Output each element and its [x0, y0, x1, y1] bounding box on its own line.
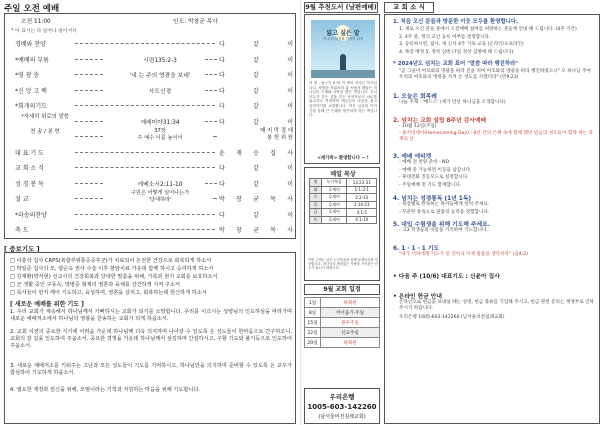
service-row [5, 209, 295, 221]
schedule-event: 어서움기·주일 [321, 308, 380, 318]
left-panel [0, 0, 298, 425]
news-h6-sub: "내가 너희에게 기도가 된 것이니 이제 말씀을 생각하라" (골4:2) [399, 252, 528, 257]
service-row-leader [75, 59, 103, 60]
reading-book: 호세아 [322, 201, 347, 209]
reading-day: 수 [310, 194, 322, 202]
news-intro-line: 2. 4주 중, 정식 교인 등록 여부를 결정합니다. [399, 34, 491, 40]
service-row-label: *영 광 송 [15, 72, 40, 79]
reading-day: 토 [310, 216, 322, 224]
schedule-day: 8일 [305, 308, 321, 318]
reading-ref: 3:1-5 [347, 209, 377, 217]
service-row-leader [75, 214, 215, 215]
reading-box [304, 167, 380, 281]
service-row-leader [213, 136, 217, 137]
account-box [304, 388, 380, 424]
service-row-leader [75, 198, 103, 199]
reading-table [309, 178, 377, 224]
service-row-leader [205, 183, 217, 184]
reading-book: 호세아 [322, 209, 347, 217]
service-row-detail: 37장 주 예수 이름 높이어 [137, 128, 183, 141]
news-intro-line: 3. 등록하시면, 집사, 새 신자 4주 기독 교육 (온라인/오프라인) [399, 42, 524, 47]
bank-name: 우리은행 [329, 393, 355, 401]
news-motto-sub: "곧 그들이 여호와의 영광을 따라 진을 치며 여호와의 영광을 따라 행진하였으니" 오 하나님 주여 우리의 여호와의 명령을 지켜 온 성도를 지켰더라" (민9:23) [399, 69, 591, 81]
service-preacher: 인도: 박창균 목사 [173, 19, 218, 25]
reading-ref: 2:14-23 [347, 201, 377, 209]
news-intro-line: 4. 목장 배정 5. 정착 심방 (7일 정착 심방에 해 드립니다) [399, 49, 514, 55]
service-row-label: 경배와 찬양 [15, 41, 46, 48]
news-tag: 교 회 소 식 [384, 2, 434, 13]
service-row-leader [75, 229, 215, 230]
news-h4-line: - 목장별로 완독하는 목자들에게 알려 주세요. [399, 202, 490, 207]
schedule-day: 1일 [305, 298, 321, 308]
service-row-detail: 구원은 어떻게 일어나는가 '당대하라' [130, 190, 190, 203]
service-row [5, 147, 295, 159]
news-h3: 3. 예배 에티켓 [393, 154, 432, 160]
reading-note: 이번 주에는 남은 누가복음과 함께 호세아서를 묵상합니다. 하나님의 변함없는 사랑을 기억하는 한 주가 되시기 바랍니다. [308, 258, 378, 271]
news-h2-sub1: - 10월 13일(주일) [399, 124, 437, 129]
service-row-label: 찬 송 / 봉 헌 [30, 129, 60, 135]
prayer-paragraph: 1. 우리 교회가 계속해서 하나님께서 기뻐하시는 교회가 되기를 소망합니다. 우리를 이끄시는 성령님의 인도하심을 따라가며 새로운 예배처소에서 하나님의 영광을 찬송하는 교회가 되게 하옵소서. [10, 309, 292, 323]
schedule-day: 29일 [305, 338, 321, 348]
prayer-paragraph: 3. 새로운 예배처소를 키워주는 고난과 모든 성도들이 기도를 기억하시고, 하나님만을 의지하며 준비할 수 있도록 온 교우가 합심하여 기도하게 하옵소서. [10, 363, 292, 377]
service-row-leader-name: 다 같 이 [219, 72, 293, 79]
schedule-row [305, 328, 380, 338]
news-h4-line: - 꾸준한 통독으로 말씀의 능력을 경험합니다. [399, 209, 490, 215]
service-row [5, 100, 295, 112]
reading-row [310, 179, 377, 187]
account-number: 1005-603-142260 [307, 403, 377, 411]
service-row-label: *파송의찬양 [15, 211, 47, 219]
book-box [304, 14, 380, 164]
schedule-title: 9월 교회 일정 [304, 284, 380, 295]
reading-book: 호세아 [322, 194, 347, 202]
service-row-detail: 예레미야31:34 [140, 119, 180, 126]
schedule-row [305, 298, 380, 308]
book-footer: <세가족> 환영합니다 ~ ! [317, 156, 369, 161]
service-row [5, 128, 295, 143]
reading-ref: 13:23-31 [347, 179, 377, 187]
reading-day: 목 [310, 201, 322, 209]
service-row-detail: '내 는 주의 영광을 보네' [129, 73, 191, 79]
service-row-leader [75, 121, 103, 122]
prayer-paragraph: 2. 교회 이전의 중요한 시기에 어려움 가운데 하나님께 더욱 의지하며 나아갈 수 있도록 온 성도들이 한마음으로 간구하오니, 교회의 갈 길을 인도하여 주옵소서. 중요한 결정을 가운데 하나님께서 섬김하며 간섭하시고, 구할 기도와 불기둥으로 인도하여 주옵소서. [10, 329, 292, 350]
service-row-leader-name: 다 같 이 [219, 165, 293, 172]
service-row-leader-name: 매 지 막 절 에 봉 헌 위 원 [260, 128, 293, 141]
service-row [5, 162, 295, 174]
service-row [5, 224, 295, 236]
service-row-leader-name: 윤 재 승 집 사 [219, 149, 293, 157]
reading-ref: 4:1-10 [347, 216, 377, 224]
schedule-event: 선교주일 [321, 328, 380, 338]
cover-title: 잃고 싶은 말 [326, 30, 360, 37]
prayer-request-line: □ 이충석 집사 CRPS(복합부위통증증후군)가 치료되어 온전한 건강으로 회복되게 하소서 [10, 258, 212, 264]
service-row-leader [205, 121, 217, 122]
service-row-leader [75, 74, 103, 75]
prayer-request-line: □ 박일준 집사의 모, 양순옥 권사 수술 이후 항암치료 가운데 함께 하시고 승리하게 하소서 [10, 266, 214, 272]
reading-ref: 1:1-2:1 [347, 186, 377, 194]
news-h8-sub: 온라인으로 헌금을 보내실 때는 성명, 헌금 종류를 기입해 주시고, 헌금 관련 문의는 재정부로 연락 주시기 바랍니다. [399, 300, 594, 312]
service-row-label: 설 교 [15, 196, 29, 203]
reading-book: 누가복음 [322, 179, 347, 187]
news-h7: • 다음 주 (10/6) 대표기도 : 신윤아 집사 [393, 274, 500, 280]
news-h8-acct: 우리은행 1005-603-142260 (남서울비전침례교회) [399, 315, 505, 320]
cover-figure [340, 54, 346, 70]
news-h6: 6. 1 · 1 · 1 기도 [393, 246, 440, 252]
service-row-leader-name: 박 창 균 목 사 [219, 227, 293, 234]
reading-row [310, 186, 377, 194]
service-row-detail: 에베소서2:11-10 [137, 181, 183, 188]
service-row-leader [75, 43, 215, 44]
news-h2: 2. 넘치는 교회 설립 8주년 감사예배 [393, 118, 487, 124]
service-note: * 이 표시는 다 일어나 일어서서 [11, 29, 77, 34]
schedule-box [304, 284, 380, 425]
service-row-leader [213, 198, 217, 199]
service-row-leader [205, 74, 217, 75]
schedule-event: 하휙원 [321, 338, 380, 348]
news-intro: 1. 처음 오신 분들과 방문한 이웃 모두를 환영합니다. [393, 19, 519, 25]
service-row-leader [75, 152, 215, 153]
service-order-box [4, 13, 296, 239]
service-row-label: *회개의기도 [15, 103, 47, 110]
service-row-label: *신 앙 고 백 [15, 87, 47, 95]
service-row [5, 85, 295, 97]
service-row-leader-name: 다 같 이 [219, 41, 293, 48]
reading-day: 금 [310, 209, 322, 217]
news-h4: 4. 넘치는 성경통독 (1년 1독) [393, 196, 472, 202]
page-fold [300, 0, 301, 425]
service-row-label: 대 표 기 도 [15, 149, 44, 157]
account-owner: (남서울비전침례교회) [318, 414, 366, 420]
service-row-leader [75, 90, 103, 91]
service-row-leader-name: 다 같 이 [219, 56, 293, 64]
notice-box [4, 252, 296, 424]
schedule-event: 하휙원 [321, 298, 380, 308]
service-row-leader-name: 다 같 이 [219, 118, 293, 126]
service-row-leader-name: 박 창 균 목 사 [219, 196, 293, 203]
service-row-label: 축 도 [15, 227, 29, 234]
schedule-table [304, 297, 380, 348]
service-row-leader-name: 다 같 이 [219, 180, 293, 188]
news-h3-line: - 예배 전 찬양 준비 - ND [399, 160, 450, 165]
service-row-detail: 사도신경 [148, 88, 172, 95]
service-row-leader-name: 다 같 이 [219, 211, 293, 219]
news-h5-sub: - 고3 학생들의 이름을 기억하며 기도합니다. [399, 228, 488, 233]
right-panel [304, 0, 600, 425]
schedule-row [305, 308, 380, 318]
book-caption: 서 평 - 용 (이 보기) 이 책의 저자는 목사입니다. 평범한 목회자의 삶 속에서 깨달은 하나님의 은혜와 사랑을 담은 책입니다. 우리 모두가 같은 길을 걷는 동역자로서 서로를 위로하고 격려하며 예수님의 마음을 품고 살아가기를 소망합니다. 작은 일상의 이야기를 통해 큰 은혜를 발견하게 하는 책입니다. [309, 81, 377, 118]
service-row-leader [75, 167, 215, 168]
service-time: 오전 11:00 [21, 19, 51, 25]
news-h1: 1. 오늘은 회목례 [393, 94, 437, 100]
news-h5: 5. 대입 수험생을 위해 기도해 주세요. [393, 222, 490, 228]
service-row-leader [205, 90, 217, 91]
prayer-request-line: □ 김재환(박서현) 선교사의 건강회복과 당대한 말씀을 위해, 가족과 현지 교회를 보호하소서 [10, 274, 218, 280]
reading-row [310, 216, 377, 224]
service-row [5, 113, 295, 128]
news-intro-line: 1. 새로 오신 분들 중에서 오전예배 참여를 희망하는 분들께 안내 해 드립니다. (4주 기간) [399, 27, 577, 32]
service-row-label: 성 경 봉 독 [15, 180, 44, 188]
news-h3-line: - 휴대전화 진동모드로 설정합니다. [399, 175, 469, 180]
schedule-row [305, 318, 380, 328]
service-row-label: 교 회 소 식 [15, 165, 44, 172]
service-row [5, 178, 295, 190]
service-row-leader-name: 다 같 이 [219, 87, 293, 95]
prayer-paragraph: 4. 필요한 재정과 헌신을 위해, 모범이라는 기적과 자원하는 마음을 위해 기도합니다. [10, 387, 201, 393]
book-cover-image [311, 20, 375, 78]
schedule-day: 15일 [305, 318, 321, 328]
reading-book: 호세아 [322, 186, 347, 194]
prayer-request-line: □ 목자들이 먼저 깨어 기도하고, 육성하며, 영혼을 살리고, 회복하는데 헌신하게 하소서 [10, 290, 207, 296]
service-row-label: *예배의 부름 [15, 56, 49, 64]
service-row [5, 190, 295, 205]
news-h2-sub2: - 홈커밍데이(Homecoming Day) : 8년 간의 은혜 속에 함께 했던 믿음의 성도들이 함께 하는 축제의 날 [399, 131, 593, 143]
reading-row [310, 201, 377, 209]
service-row-leader [75, 183, 103, 184]
news-h8: • 온라인 헌금 안내 [393, 294, 442, 300]
news-h1-sub: 나눔 주제 : '배드스' (세가 만난 하나님을 소개합니다) [399, 100, 506, 105]
service-row-leader [205, 59, 217, 60]
schedule-day: 22일 [305, 328, 321, 338]
cover-ground [311, 70, 375, 78]
reading-ref: 2:2-13 [347, 194, 377, 202]
service-header: 주일 오전 예배 [4, 4, 60, 14]
service-row [5, 69, 295, 81]
news-motto: * 2024년도 넘치는 교회 표어 "말씀 따라 행진하라" [393, 61, 519, 67]
service-row-detail: 시편135:2-3 [143, 57, 177, 64]
reading-row [310, 194, 377, 202]
news-h3-line: - 주일예배 전 기도 함께합니다. [399, 182, 462, 188]
prayer-request-line: □ 군 생활 중인 구동욱, 박병준 형제의 영혼과 육체를 강건하게 지켜 주소서 [10, 282, 181, 288]
book-tag: 9월 추천도서 (남편예배) [305, 3, 377, 11]
service-row-leader [75, 105, 215, 106]
reading-day: 화 [310, 186, 322, 194]
service-row [5, 54, 295, 66]
reading-day: 월 [310, 179, 322, 187]
reading-title: 매일 복상 [330, 171, 356, 178]
service-row-label: *자세히 위로의 말씀 [21, 113, 69, 120]
cover-subtitle: 아 우리 마음과 가족이 되어 [322, 37, 364, 41]
news-h3-line: - 예배 중 가능하면 이동을 삼갑니다. [399, 167, 472, 173]
schedule-row [305, 338, 380, 348]
notice-title: [ 중보기도 ] [4, 245, 40, 253]
prayer-title: [ 새로운 예배를 위한 기도 ] [10, 301, 84, 308]
service-row-leader-name: 다 같 이 [219, 103, 293, 110]
reading-row [310, 209, 377, 217]
schedule-event: 블루주일 [321, 318, 380, 328]
service-row-leader [75, 136, 103, 137]
service-row [5, 38, 295, 50]
news-box [384, 14, 600, 424]
reading-book: 호세아 [322, 216, 347, 224]
